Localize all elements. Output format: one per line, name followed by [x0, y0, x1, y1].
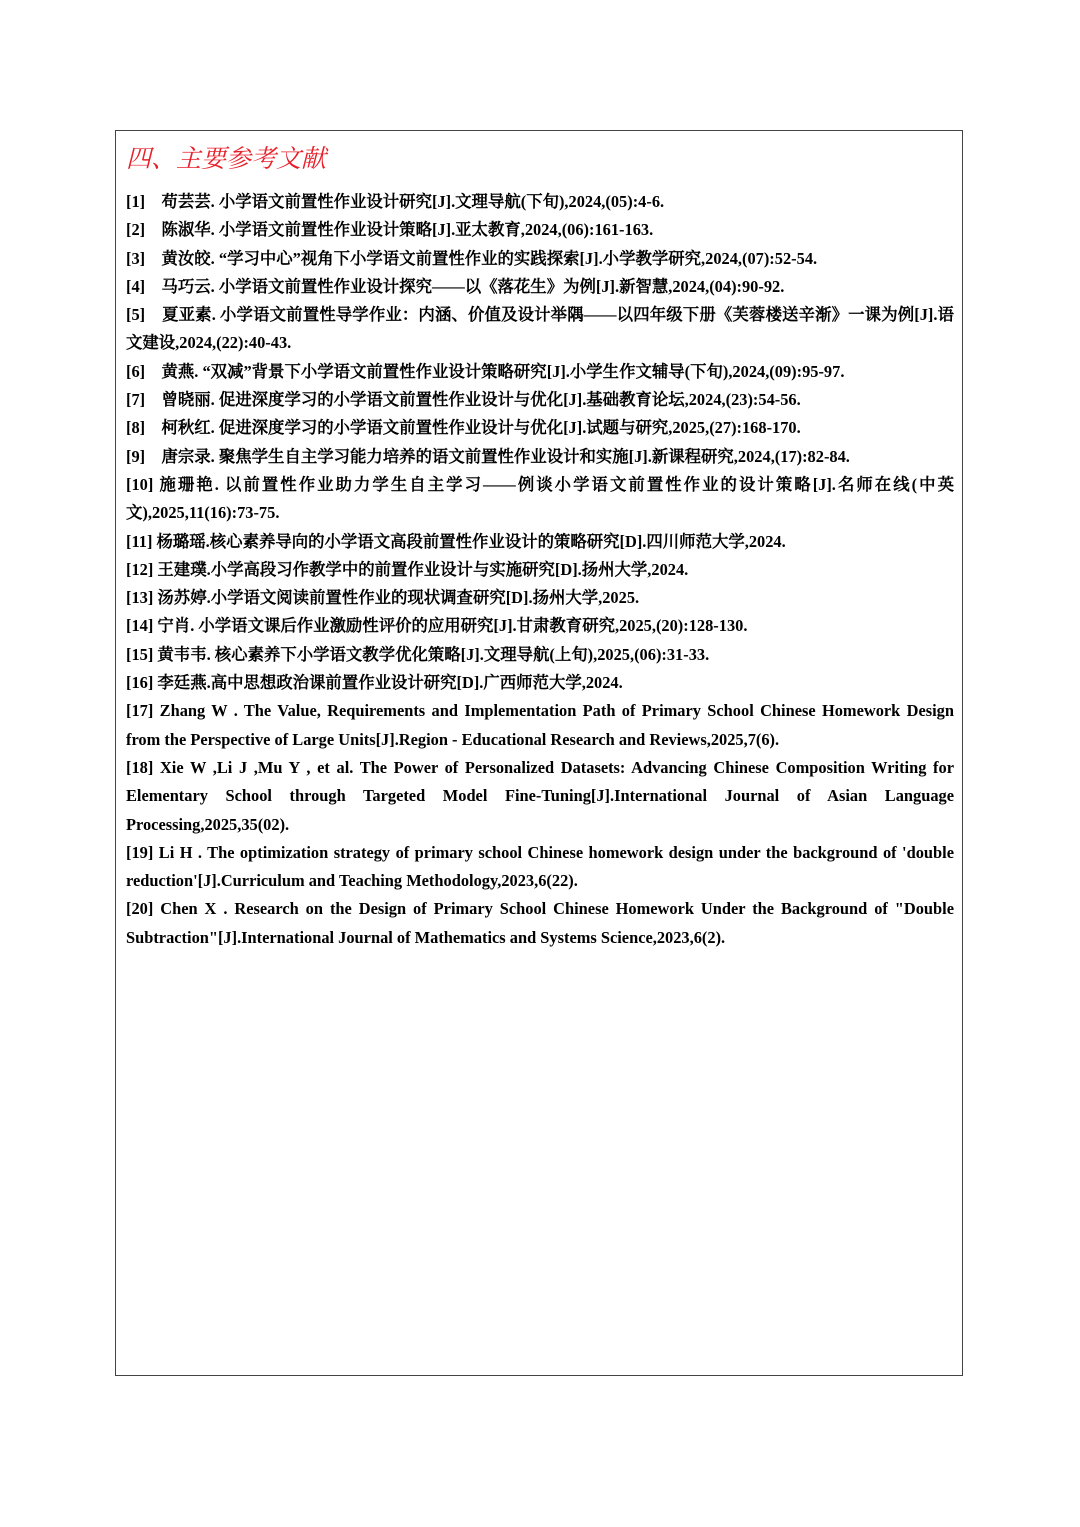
reference-text: 施珊艳. 以前置性作业助力学生自主学习——例谈小学语文前置性作业的设计策略[J].名师在线(中英文),2025,11(16):73-75.: [126, 474, 954, 523]
reference-text: 黄汝皎. “学习中心”视角下小学语文前置性作业的实践探索[J].小学教学研究,2024,(07):52-54.: [161, 248, 818, 268]
reference-text: Xie W ,Li J ,Mu Y , et al. The Power of Personalized Datasets: Advancing Chinese Composition Writing for Elementary School through Targeted Model Fine-Tuning[J].International Journal of Asian Language Processing,2025,35(02).: [126, 757, 954, 834]
reference-text: 苟芸芸. 小学语文前置性作业设计研究[J].文理导航(下旬),2024,(05):4-6.: [161, 192, 665, 211]
reference-item: [126, 754, 954, 839]
reference-spacer: [145, 249, 161, 268]
reference-spacer: [145, 220, 161, 239]
reference-spacer: [145, 192, 161, 211]
reference-number: [15]: [126, 644, 154, 664]
reference-text: Chen X . Research on the Design of Primary School Chinese Homework Under the Background of "Double Subtraction"[J].International Journal of Mathematics and Systems Science,2023,6(2).: [126, 899, 954, 947]
reference-number: [2]: [126, 220, 146, 240]
reference-item: [126, 273, 954, 301]
reference-number: [20]: [126, 899, 154, 919]
reference-item: [126, 245, 954, 273]
reference-spacer: [145, 418, 161, 437]
reference-number: [10]: [126, 474, 154, 494]
reference-spacer: [145, 362, 161, 381]
section-title: 四、主要参考文献: [126, 146, 327, 173]
reference-text: 宁肖. 小学语文课后作业激励性评价的应用研究[J].甘肃教育研究,2025,(20):128-130.: [157, 616, 748, 636]
reference-text: 陈淑华. 小学语文前置性作业设计策略[J].亚太教育,2024,(06):161-163.: [161, 220, 654, 240]
reference-item: [126, 697, 954, 754]
reference-item: [126, 895, 954, 952]
references-frame: [115, 130, 963, 1376]
reference-item: [126, 471, 954, 528]
reference-item: [126, 641, 954, 669]
reference-spacer: [145, 447, 161, 466]
reference-number: [6]: [126, 361, 146, 381]
reference-text: 曾晓丽. 促进深度学习的小学语文前置性作业设计与优化[J].基础教育论坛,2024,(23):54-56.: [161, 390, 801, 410]
reference-text: Zhang W . The Value, Requirements and Implementation Path of Primary School Chinese Homework Design from the Perspective of Large Units[J].Region - Educational Research and Reviews,2025,7(6).: [126, 701, 954, 749]
reference-spacer: [145, 390, 161, 409]
reference-item: [126, 612, 954, 640]
reference-item: [126, 669, 954, 697]
reference-item: [126, 188, 954, 216]
reference-number: [9]: [126, 446, 146, 466]
reference-text: Li H . The optimization strategy of primary school Chinese homework design under the background of 'double reduction'[J].Curriculum and Teaching Methodology,2023,6(22).: [126, 842, 954, 891]
reference-number: [1]: [126, 192, 146, 211]
reference-number: [7]: [126, 390, 146, 410]
reference-item: [126, 584, 954, 612]
reference-number: [19]: [126, 842, 154, 862]
reference-number: [13]: [126, 588, 154, 608]
reference-item: [126, 414, 954, 442]
reference-text: 夏亚素. 小学语文前置性导学作业：内涵、价值及设计举隅——以四年级下册《芙蓉楼送辛渐》一课为例[J].语文建设,2024,(22):40-43.: [126, 305, 955, 353]
reference-number: [3]: [126, 248, 146, 268]
reference-number: [5]: [126, 305, 146, 325]
reference-text: 马巧云. 小学语文前置性作业设计探究——以《落花生》为例[J].新智慧,2024,(04):90-92.: [161, 276, 785, 296]
reference-spacer: [145, 305, 162, 324]
reference-spacer: [153, 758, 160, 777]
reference-item: [126, 386, 954, 414]
reference-item: [126, 556, 954, 584]
reference-text: 王建璞.小学高段习作教学中的前置作业设计与实施研究[D].扬州大学,2024.: [157, 559, 689, 579]
reference-text: 黄韦韦. 核心素养下小学语文教学优化策略[J].文理导航(上旬),2025,(06):31-33.: [157, 644, 710, 664]
reference-number: [18]: [126, 757, 154, 777]
reference-item: [126, 358, 954, 386]
reference-text: 柯秋红. 促进深度学习的小学语文前置性作业设计与优化[J].试题与研究,2025,(27):168-170.: [161, 418, 801, 438]
reference-text: 李廷燕.高中思想政治课前置作业设计研究[D].广西师范大学,2024.: [157, 673, 623, 693]
reference-number: [16]: [126, 673, 154, 693]
reference-item: [126, 301, 954, 358]
reference-text: 汤苏婷.小学语文阅读前置性作业的现状调查研究[D].扬州大学,2025.: [157, 588, 640, 608]
reference-list: [126, 188, 954, 952]
reference-number: [17]: [126, 701, 154, 721]
reference-text: 杨璐瑶.核心素养导向的小学语文高段前置性作业设计的策略研究[D].四川师范大学,2024.: [156, 531, 786, 551]
reference-item: [126, 216, 954, 244]
reference-text: 黄燕. “双减”背景下小学语文前置性作业设计策略研究[J].小学生作文辅导(下旬),2024,(09):95-97.: [161, 361, 845, 381]
reference-item: [126, 443, 954, 471]
reference-number: [4]: [126, 276, 146, 296]
reference-item: [126, 528, 954, 556]
reference-number: [14]: [126, 616, 154, 636]
reference-number: [8]: [126, 418, 146, 438]
reference-spacer: [145, 277, 161, 296]
reference-item: [126, 839, 954, 896]
reference-number: [11]: [126, 531, 153, 551]
reference-number: [12]: [126, 559, 154, 579]
reference-text: 唐宗录. 聚焦学生自主学习能力培养的语文前置性作业设计和实施[J].新课程研究,2024,(17):82-84.: [161, 446, 850, 466]
